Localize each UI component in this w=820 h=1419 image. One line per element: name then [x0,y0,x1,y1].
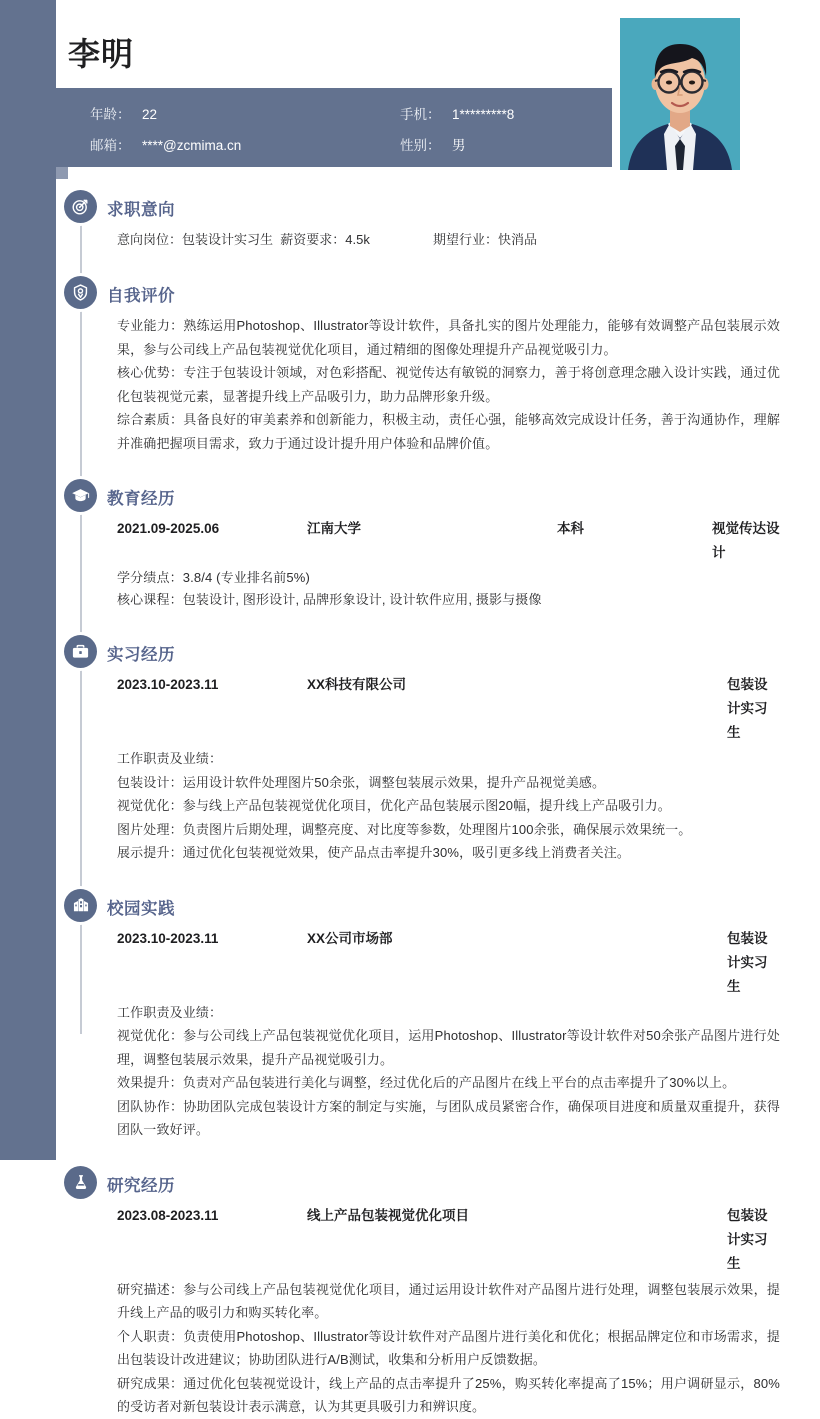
section-education [0,477,820,611]
campus-detail: 效果提升：负责对产品包装进行美化与调整，经过优化后的产品图片在线上平台的点击率提升了30%以上。 [117,1075,736,1090]
contact-value-age: 22 [142,107,158,122]
contact-info-grid [90,102,610,158]
education-detail: 学分绩点：3.8/4 (专业排名前5%) [117,570,310,585]
badge-icon [64,276,97,309]
target-icon [64,190,97,223]
campus-entry-header [117,927,780,999]
section-header-research [0,1164,820,1204]
campus-date: 2023.10-2023.11 [117,930,219,946]
briefcase-icon [64,635,97,668]
section-header-job-intent [0,188,820,228]
research-detail: 研究描述：参与公司线上产品包装视觉优化项目，通过运用设计软件对产品图片进行处理，调整包装展示效果，提升线上产品的吸引力和购买转化率。 [117,1281,780,1320]
education-detail: 核心课程：包装设计, 图形设计, 品牌形象设计, 设计软件应用, 摄影与摄像 [117,592,542,607]
internship-company: XX科技有限公司 [307,677,407,692]
job-intent-salary-label: 薪资要求： [280,232,346,247]
research-detail: 研究成果：通过优化包装视觉设计，线上产品的点击率提升了25%，购买转化率提高了15%；用户调研显示，80%的受访者对新包装设计表示满意，认为其更具吸引力和辨识度。 [117,1375,780,1414]
section-body-internship [117,673,820,865]
contact-field-email [90,133,400,158]
internship-date: 2023.10-2023.11 [117,677,219,692]
section-title-education: 教育经历 [107,490,175,508]
resume-header [0,0,820,174]
contact-value-email: ****@zcmima.cn [142,138,242,153]
job-intent-industry-label: 期望行业： [433,232,499,247]
education-entry-header [117,517,780,565]
evaluation-paragraph: 综合素质：具备良好的审美素养和创新能力，积极主动，责任心强，能够高效完成设计任务，善于沟通协作，理解并准确把握项目需求，致力于通过设计提升用户体验和品牌价值。 [117,412,780,451]
campus-building-icon [64,889,97,922]
education-degree: 本科 [557,521,584,536]
education-date: 2021.09-2025.06 [117,521,220,536]
section-research [0,1164,820,1419]
section-title-internship: 实习经历 [107,646,175,664]
section-title-self-evaluation: 自我评价 [107,287,175,305]
campus-detail: 工作职责及业绩： [117,1004,223,1020]
contact-field-age [90,102,400,127]
section-body-education [117,517,820,611]
contact-value-phone: 1*********8 [452,107,515,122]
job-intent-position-value: 包装设计实习生 [182,232,274,247]
job-intent-row [117,228,780,252]
internship-entry-header [117,673,780,745]
section-body-campus-practice [117,927,820,1142]
contact-value-gender: 男 [452,138,466,153]
contact-label-gender: 性别： [400,138,441,153]
internship-detail: 图片处理：负责图片后期处理，调整亮度、对比度等参数，处理图片100余张，确保展示效果统一。 [117,821,692,837]
internship-detail: 包装设计：运用设计软件处理图片50余张，调整包装展示效果，提升产品视觉美感。 [117,774,606,790]
job-intent-position-label: 意向岗位： [117,232,183,247]
evaluation-paragraph: 专业能力：熟练运用Photoshop、Illustrator等设计软件，具备扎实的图片处理能力，能够有效调整产品包装展示效果，参与公司线上产品包装视觉优化项目，通过精细的图像处理提升产品视觉吸引力。 [117,318,780,357]
education-school: 江南大学 [307,521,361,536]
campus-detail: 视觉优化：参与公司线上产品包装视觉优化项目，运用Photoshop、Illustrator等设计软件对50余张产品图片进行处理，调整包装展示效果，提升产品视觉吸引力。 [117,1028,780,1067]
contact-info-bar [28,88,612,167]
campus-company: XX公司市场部 [307,930,393,946]
flask-icon [64,1166,97,1199]
section-header-education [0,477,820,517]
section-title-job-intent: 求职意向 [107,201,175,219]
section-title-research: 研究经历 [107,1176,175,1195]
internship-role: 包装设计实习生 [727,677,768,740]
contact-field-phone [400,102,610,127]
section-header-campus-practice [0,887,820,927]
graduation-cap-icon [64,479,97,512]
section-body-job-intent [117,228,820,252]
section-job-intent [0,188,820,252]
job-intent-industry [433,228,780,252]
avatar [620,18,740,170]
research-date: 2023.08-2023.11 [117,1207,219,1223]
research-project: 线上产品包装视觉优化项目 [307,1207,469,1223]
section-self-evaluation [0,274,820,455]
section-body-research [117,1204,820,1419]
job-intent-salary-value: 4.5k [345,232,370,247]
section-internship [0,633,820,865]
evaluation-paragraph: 核心优势：专注于包装设计领域，对色彩搭配、视觉传达有敏锐的洞察力，善于将创意理念融入设计实践，通过优化包装视觉元素，显著提升线上产品吸引力，助力品牌形象升级。 [117,365,780,404]
section-header-self-evaluation [0,274,820,314]
research-detail: 个人职责：负责使用Photoshop、Illustrator等设计软件对产品图片进行美化和优化；根据品牌定位和市场需求，提出包装设计改进建议；协助团队进行A/B测试，收集和分析用户反馈数据。 [117,1328,780,1367]
campus-detail: 团队协作：协助团队完成包装设计方案的制定与实施，与团队成员紧密合作，确保项目进度和质量双重提升，获得团队一致好评。 [117,1098,780,1137]
education-major: 视觉传达设计 [712,521,780,560]
section-header-internship [0,633,820,673]
section-campus-practice [0,887,820,1142]
resume-body [0,174,820,1419]
contact-label-email: 邮箱： [90,138,131,153]
internship-detail: 工作职责及业绩： [117,751,223,766]
contact-label-age: 年龄： [90,107,131,122]
internship-detail: 展示提升：通过优化包装视觉效果，使产品点击率提升30%，吸引更多线上消费者关注。 [117,845,631,860]
page-title: 李明 [68,36,135,72]
section-title-campus-practice: 校园实践 [107,899,175,918]
contact-label-phone: 手机： [400,107,441,122]
research-entry-header [117,1204,780,1276]
contact-field-gender [400,133,610,158]
research-role: 包装设计实习生 [727,1207,768,1271]
job-intent-industry-value: 快消品 [498,232,538,247]
campus-role: 包装设计实习生 [727,930,768,994]
section-body-self-evaluation [117,314,820,455]
internship-detail: 视觉优化：参与线上产品包装视觉优化项目，优化产品包装展示图20幅，提升线上产品吸引力。 [117,798,671,813]
job-intent-position [117,228,433,252]
